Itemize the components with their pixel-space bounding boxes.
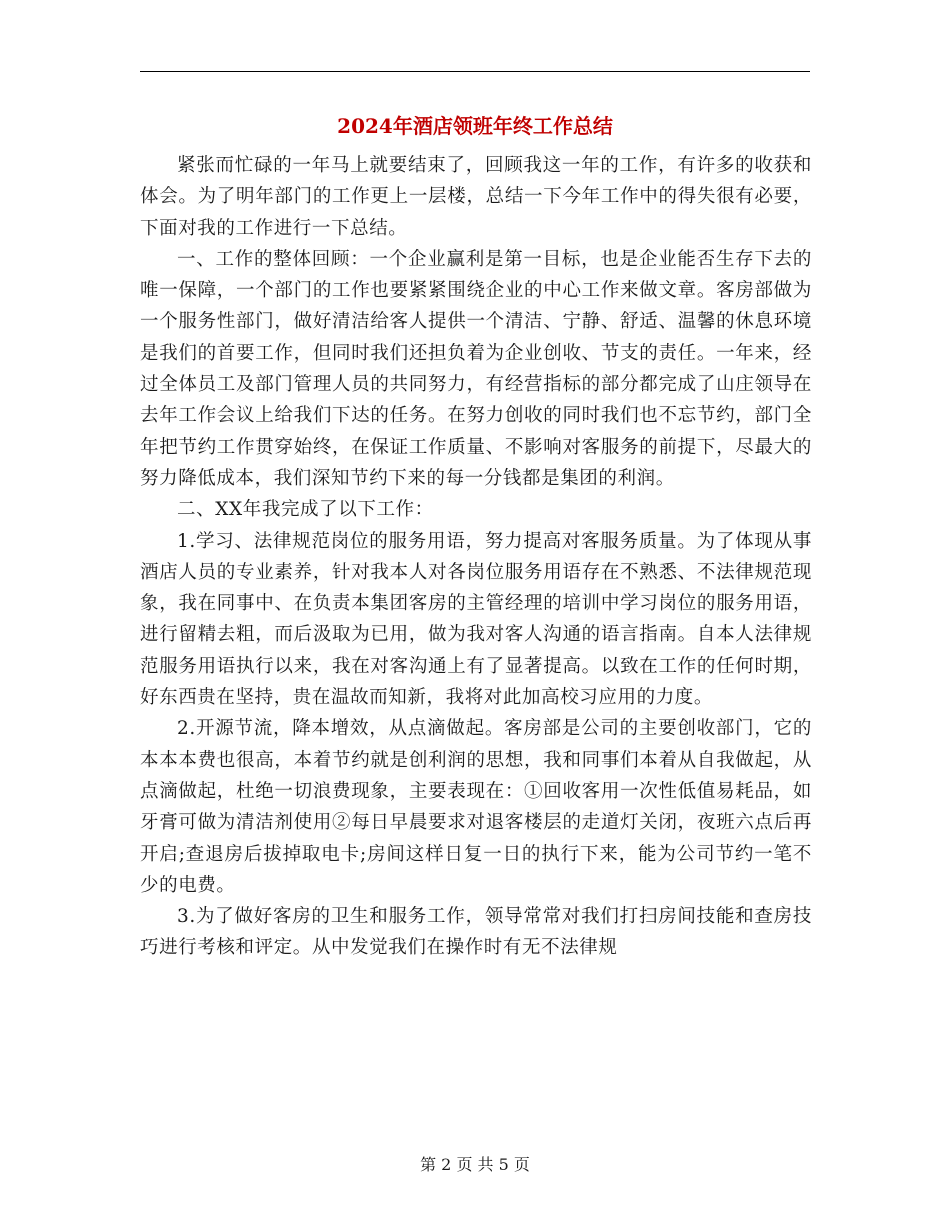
intro-paragraph: 紧张而忙碌的一年马上就要结束了，回顾我这一年的工作，有许多的收获和体会。为了明年部门的工作更上一层楼，总结一下今年工作中的得失很有必要，下面对我的工作进行一下总结。	[140, 155, 812, 239]
page-number: 第 2 页 共 5 页	[420, 1155, 530, 1174]
item-one-paragraph: 1.学习、法律规范岗位的服务用语，努力提高对客服务质量。为了体现从事酒店人员的专业素养，针对我本人对各岗位服务用语存在不熟悉、不法律规范现象，我在同事中、在负责本集团客房的主管经理的培训中学习岗位的服务用语，进行留精去粗，而后汲取为已用，做为我对客人沟通的语言指南。自本人法律规范服务用语执行以来，我在对客沟通上有了显著提高。以致在工作的任何时期，好东西贵在坚持，贵在温故而知新，我将对此加高校习应用的力度。	[140, 530, 812, 709]
item-three-paragraph: 3.为了做好客房的卫生和服务工作，领导常常对我们打扫房间技能和查房技巧进行考核和评定。从中发觉我们在操作时有无不法律规	[140, 906, 812, 959]
item-two-paragraph: 2.开源节流，降本增效，从点滴做起。客房部是公司的主要创收部门，它的本本本费也很高，本着节约就是创利润的思想，我和同事们本着从自我做起，从点滴做起，杜绝一切浪费现象，主要表现在：①回收客用一次性低值易耗品，如牙膏可做为清洁剂使用②每日早晨要求对退客楼层的走道灯关闭，夜班六点后再开启;查退房后拔掉取电卡;房间这样日复一日的执行下来，能为公司节约一笔不少的电费。	[140, 718, 812, 896]
document-title: 2024年酒店领班年终工作总结	[337, 114, 613, 138]
section-one-paragraph: 一、工作的整体回顾：一个企业赢利是第一目标，也是企业能否生存下去的唯一保障，一个部门的工作也要紧紧围绕企业的中心工作来做文章。客房部做为一个服务性部门，做好清洁给客人提供一个清洁、宁静、舒适、温馨的休息环境是我们的首要工作，但同时我们还担负着为企业创收、节支的责任。一年来，经过全体员工及部门管理人员的共同努力，有经营指标的部分都完成了山庄领导在去年工作会议上给我们下达的任务。在努力创收的同时我们也不忘节约，部门全年把节约工作贯穿始终，在保证工作质量、不影响对客服务的前提下，尽最大的努力降低成本，我们深知节约下来的每一分钱都是集团的利润。	[140, 248, 812, 489]
section-two-heading: 二、XX年我完成了以下工作：	[177, 499, 434, 521]
document-body	[140, 150, 812, 964]
header-rule	[140, 71, 810, 72]
